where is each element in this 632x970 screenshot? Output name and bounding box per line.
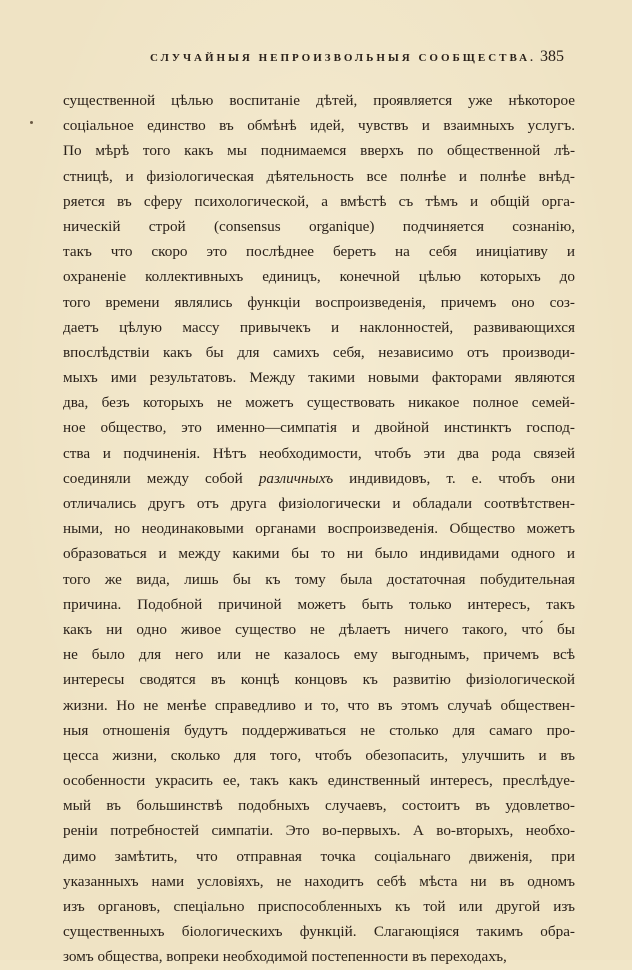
text-line: ное общество, это именно—симпатія и двойной инстинктъ господ- <box>63 419 575 437</box>
text-line: жизни. Но не менѣе справедливо и то, что въ этомъ случаѣ обществен- <box>63 696 575 714</box>
text-line: реніи потребностей симпатіи. Это во-первыхъ. А во-вторыхъ, необхо- <box>63 822 575 840</box>
text-line: причина. Подобной причиной можетъ быть только интересъ, такъ <box>63 595 575 613</box>
text-line: впослѣдствіи какъ бы для самихъ себя, независимо отъ производи- <box>63 343 575 361</box>
text-line: соціальное единство въ обмѣнѣ идей, чувствъ и взаимныхъ услугъ. <box>63 117 575 135</box>
text-line: димо замѣтить, что отправная точка соціальнаго движенія, при <box>63 847 575 865</box>
text-segment: индивидовъ, т. е. чтобъ они <box>333 469 575 487</box>
text-line: стницѣ, и физіологическая дѣятельность все полнѣе и полнѣе внѣд- <box>63 167 575 185</box>
text-line: какъ ни одно живое существо не дѣлаетъ ничего такого, что́ бы <box>63 620 575 638</box>
text-segment: соединяли между собой <box>63 469 259 487</box>
text-line: того времени являлись функціи воспроизведенія, причемъ оно соз- <box>63 293 575 311</box>
text-line: охраненіе коллективныхъ единицъ, конечной цѣлью которыхъ до <box>63 268 575 286</box>
margin-mark <box>30 121 33 124</box>
text-line: изъ органовъ, спеціально приспособленныхъ къ той или другой изъ <box>63 898 575 915</box>
text-line <box>63 466 575 491</box>
text-line: того же вида, лишь бы къ тому была достаточная побудительная <box>63 570 575 588</box>
text-line: цесса жизни, сколько для того, чтобъ обезопасить, улучшить и въ <box>63 746 575 764</box>
text-line: отличались другъ отъ друга физіологически и обладали соотвѣтствен- <box>63 495 575 512</box>
text-line: ряется въ сферу психологической, а вмѣстѣ съ тѣмъ и общій орга- <box>63 192 575 210</box>
text-line: ными, но неодинаковыми органами воспроизведенія. Общество можетъ <box>63 520 575 538</box>
text-line: интересы сводятся въ концѣ концовъ къ развитію физіологической <box>63 671 575 689</box>
body-text <box>63 88 575 970</box>
text-line: мыхъ ими результатовъ. Между такими новыми факторами являются <box>63 369 575 387</box>
text-line: образоваться и между какими бы то ни было индивидами одного и <box>63 545 575 563</box>
page-number: 385 <box>540 48 564 65</box>
text-line: такъ что скоро это послѣднее беретъ на себя иниціативу и <box>63 243 575 261</box>
text-line: мый въ большинствѣ подобныхъ случаевъ, состоитъ въ удовлетво- <box>63 797 575 815</box>
text-line: зомъ общества, вопреки необходимой постепенности въ переходахъ, <box>63 948 507 966</box>
text-line: ныя отношенія будутъ поддерживаться не столько для самаго про- <box>63 721 575 739</box>
text-line: два, безъ которыхъ не можетъ существовать никакое полное семей- <box>63 394 575 412</box>
text-line: указанныхъ нами условіяхъ, не находитъ себѣ мѣста ни въ одномъ <box>63 872 575 890</box>
text-line: существенныхъ біологическихъ функцій. Слагающіяся такимъ обра- <box>63 923 575 941</box>
text-line: ства и подчиненія. Нѣтъ необходимости, чтобъ эти два рода связей <box>63 444 575 462</box>
running-title: СЛУЧАЙНЫЯ НЕПРОИЗВОЛЬНЫЯ СООБЩЕСТВА. <box>150 52 536 64</box>
text-line: даетъ цѣлую массу привычекъ и наклонностей, развивающихся <box>63 318 575 336</box>
text-line: не было для него или не казалось ему выгоднымъ, причемъ всѣ <box>63 646 575 664</box>
text-line: По мѣрѣ того какъ мы поднимаемся вверхъ по общественной лѣ- <box>63 142 575 160</box>
text-line: существенной цѣлью воспитаніе дѣтей, проявляется уже нѣкоторое <box>63 92 575 109</box>
emphasis-word: различныхъ <box>258 469 334 487</box>
text-line: ническій строй (consensus organique) подчиняется сознанію, <box>63 217 575 235</box>
text-line: особенности украсить ее, такъ какъ единственный интересъ, преслѣдуе- <box>63 772 575 790</box>
